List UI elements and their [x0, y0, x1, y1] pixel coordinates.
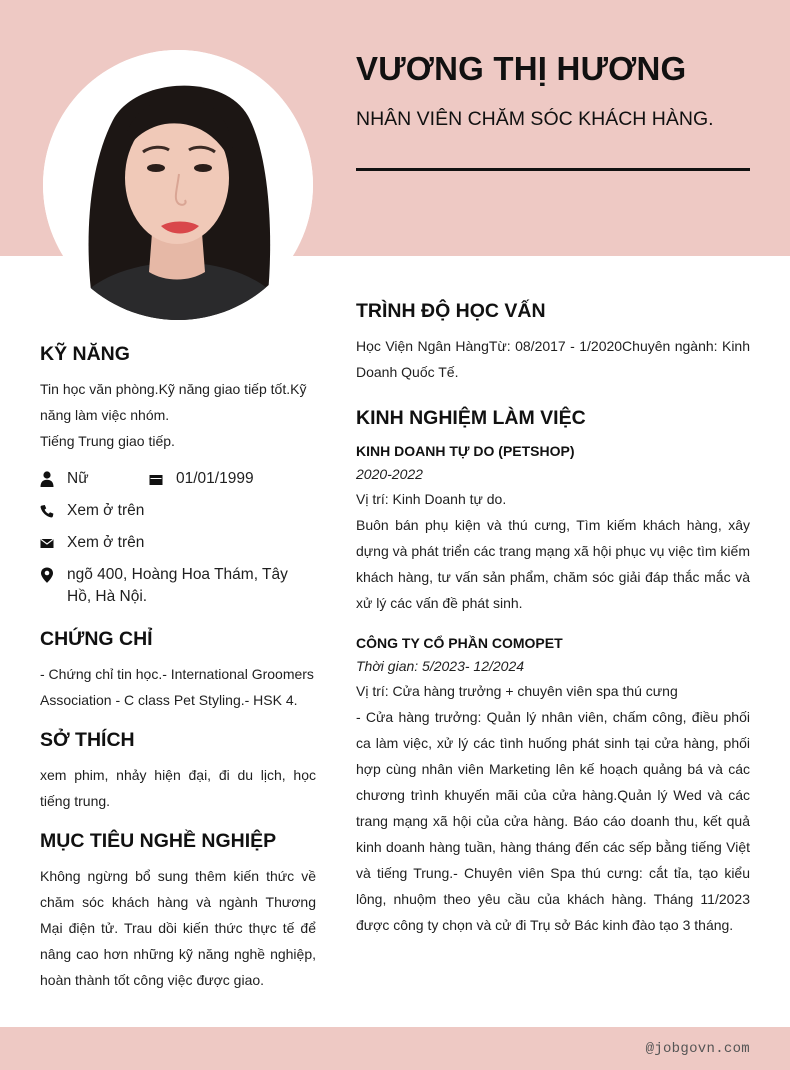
- experience-item: [356, 440, 750, 616]
- hobbies-text: xem phim, nhảy hiện đại, đi du lịch, học tiếng trung.: [40, 767, 316, 809]
- title-divider: [356, 168, 750, 171]
- experience-title: KINH NGHIỆM LÀM VIỆC: [356, 407, 586, 429]
- contact-info: [40, 468, 316, 608]
- job-description: Buôn bán phụ kiện và thú cưng, Tìm kiếm khách hàng, xây dựng và phát triển các trang mạng xã hội phục vụ việc tìm kiếm khách hàng, tư vấn sản phẩm, chăm sóc giải đáp thắc mắc và xử lý các vấn đề phát sinh.: [356, 517, 750, 611]
- right-column: [356, 300, 750, 938]
- contact-row-email: [40, 532, 316, 554]
- experience-section: [356, 407, 750, 938]
- objective-text: Không ngừng bổ sung thêm kiến thức về chăm sóc khách hàng và ngành Thương Mại điện tử. Trau dồi kiến thức thực tế để nâng cao hơn những kỹ năng nghề nghiệp, hoàn thành tốt công việc được giao.: [40, 868, 316, 988]
- map-pin-icon: [40, 567, 54, 583]
- certificates-title: CHỨNG CHỈ: [40, 628, 153, 650]
- job-company: KINH DOANH TỰ DO (PETSHOP): [356, 443, 575, 459]
- hobbies-section: [40, 729, 316, 814]
- envelope-icon: [40, 535, 54, 551]
- skills-section: [40, 343, 316, 454]
- profile-photo: [43, 50, 313, 320]
- objective-section: [40, 830, 316, 993]
- address-value: ngõ 400, Hoàng Hoa Thám, Tây Hồ, Hà Nội.: [67, 566, 288, 605]
- candidate-name: VƯƠNG THỊ HƯƠNG: [356, 50, 687, 87]
- phone-value: Xem ở trên: [67, 502, 145, 519]
- calendar-icon: [149, 471, 163, 487]
- job-position: Vị trí: Cửa hàng trưởng + chuyên viên spa thú cưng: [356, 683, 678, 699]
- education-section: [356, 300, 750, 385]
- birthday-value: 01/01/1999: [176, 470, 254, 487]
- job-title: NHÂN VIÊN CHĂM SÓC KHÁCH HÀNG.: [356, 108, 714, 130]
- gender-value: Nữ: [67, 470, 89, 487]
- phone-icon: [40, 503, 54, 519]
- education-text: Học Viện Ngân HàngTừ: 08/2017 - 1/2020Chuyên ngành: Kinh Doanh Quốc Tế.: [356, 338, 750, 380]
- skills-line: Tin học văn phòng.Kỹ năng giao tiếp tốt.Kỹ năng làm việc nhóm.: [40, 381, 307, 423]
- job-company: CÔNG TY CỔ PHẦN COMOPET: [356, 635, 563, 651]
- job-time: Thời gian: 5/2023- 12/2024: [356, 658, 525, 674]
- certificates-text: - Chứng chỉ tin học.- International Groomers Association - C class Pet Styling.- HSK 4.: [40, 666, 314, 708]
- education-title: TRÌNH ĐỘ HỌC VẤN: [356, 300, 546, 322]
- job-time: 2020-2022: [356, 466, 423, 482]
- certificates-section: [40, 628, 316, 713]
- email-value: Xem ở trên: [67, 534, 145, 551]
- contact-row-gender-birthday: [40, 468, 316, 490]
- watermark: @jobgovn.com: [645, 1041, 750, 1057]
- portrait-illustration: [43, 50, 313, 320]
- objective-title: MỤC TIÊU NGHỀ NGHIỆP: [40, 830, 277, 852]
- job-description: - Cửa hàng trưởng: Quản lý nhân viên, chấm công, điều phối ca làm việc, xử lý các tình huống phát sinh tại cửa hàng, phối hợp cùng nhân viên Marketing lên kế hoạch quảng bá và các chương trình khuyến mãi của cửa hàng.Quản lý Wed và các trang mạng xã hội của cửa hàng. Báo cáo doanh thu, kết quả kinh doanh hàng tuần, hàng tháng đến các sếp bằng tiếng Việt và tiếng Trung.- Chuyên viên Spa thú cưng: cắt tỉa, tạo kiểu lông, nhuộm theo yêu cầu của khách hàng. Tháng 11/2023 được công ty chọn và cử đi Trụ sở Bác kinh đào tạo 3 tháng.: [356, 709, 750, 933]
- experience-item: [356, 632, 750, 938]
- left-column: [40, 343, 316, 993]
- contact-row-address: [40, 564, 316, 608]
- skills-title: KỸ NĂNG: [40, 343, 130, 365]
- contact-row-phone: [40, 500, 316, 522]
- job-position: Vị trí: Kinh Doanh tự do.: [356, 491, 507, 507]
- hobbies-title: SỞ THÍCH: [40, 729, 135, 751]
- person-icon: [40, 471, 54, 487]
- skills-line: Tiếng Trung giao tiếp.: [40, 433, 175, 449]
